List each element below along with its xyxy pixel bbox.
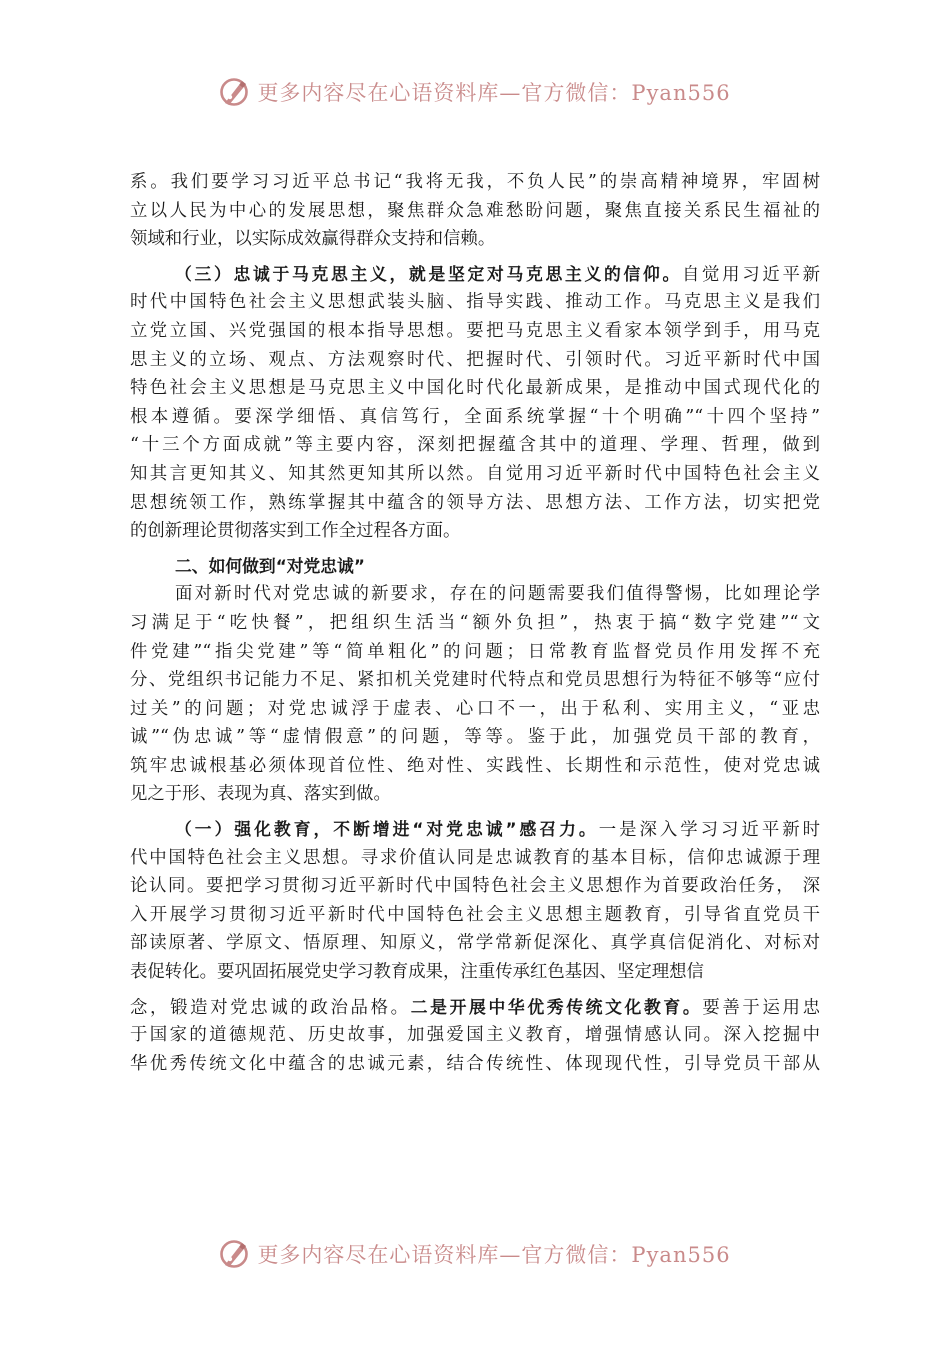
text-line: 特色社会主义思想是马克思主义中国化时代化最新成果，是推动中国式现代化的 — [130, 378, 820, 399]
pen-logo-icon — [219, 1239, 249, 1269]
text-line: 部读原著、学原文、悟原理、知原义，常学常新促深化、真学真信促消化、对标对 — [130, 933, 820, 954]
text-line: 根本遵循。要深学细悟、真信笃行，全面系统掌握“十个明确”“十四个坚持” — [130, 406, 820, 427]
text-line: 件党建”“指尖党建”等“简单粗化”的问题；日常教育监督党员作用发挥不充 — [130, 641, 820, 662]
text-line: 诚”“伪忠诚”等“虚情假意”的问题，等等。鉴于此，加强党员干部的教育， — [130, 727, 820, 748]
text-line: 华优秀传统文化中蕴含的忠诚元素，结合传统性、体现现代性，引导党员干部从 — [130, 1053, 820, 1074]
paragraph-first-line — [130, 260, 820, 289]
text-line: 表促转化。要巩固拓展党史学习教育成果，注重传承红色基因、坚定理想信 — [130, 962, 704, 983]
text-line: 筑牢忠诚根基必须体现首位性、绝对性、实践性、长期性和示范性，使对党忠诚 — [130, 755, 820, 776]
text-line: 思想统领工作，熟练掌握其中蕴含的领导方法、思想方法、工作方法，切实把党 — [130, 492, 820, 513]
section-heading-text: 二、如何做到“对党忠诚” — [175, 555, 365, 576]
subsection-heading: （三）忠诚于马克思主义，就是坚定对马克思主义的信仰。 — [175, 263, 682, 284]
text-line: 于国家的道德规范、历史故事，加强爱国主义教育，增强情感认同。深入挖掘中 — [130, 1025, 820, 1046]
text-run: 念，锻造对党忠诚的政治品格。 — [130, 997, 411, 1018]
footer-banner — [0, 1234, 950, 1274]
paragraph-first-line — [130, 815, 820, 844]
document-body — [130, 168, 820, 1078]
text-line: 立以人民为中心的发展思想，聚焦群众急难愁盼问题，聚焦直接关系民生福祉的 — [130, 200, 820, 221]
text-line: 见之于形、表现为真、落实到做。 — [130, 784, 391, 805]
pen-logo-icon — [219, 77, 249, 107]
text-line: “十三个方面成就”等主要内容，深刻把握蕴含其中的道理、学理、哲理，做到 — [130, 435, 820, 456]
section-heading — [130, 552, 820, 581]
banner-text: 更多内容尽在心语资料库—官方微信：Pyan556 — [257, 81, 731, 105]
text-line — [130, 993, 820, 1022]
text-line: 习满足于“吃快餐”，把组织生活当“额外负担”，热衷于搞“数字党建”“文 — [130, 612, 820, 633]
header-banner — [0, 72, 950, 112]
text-line: 思主义的立场、观点、方法观察时代、把握时代、引领时代。习近平新时代中国 — [130, 349, 820, 370]
paragraph-first-line: 面对新时代对党忠诚的新要求，存在的问题需要我们值得警惕，比如理论学 — [175, 584, 820, 605]
text-line: 知其言更知其义、知其然更知其所以然。自觉用习近平新时代中国特色社会主义 — [130, 463, 820, 484]
text-line: 的创新理论贯彻落实到工作全过程各方面。 — [130, 521, 461, 542]
text-line: 系。我们要学习习近平总书记“我将无我，不负人民”的崇高精神境界，牢固树 — [130, 172, 820, 192]
text-run: 要善于运用忠 — [702, 997, 820, 1018]
text-line: 过关”的问题；对党忠诚浮于虚表、心口不一，出于私利、实用主义，“亚忠 — [130, 698, 820, 719]
text-run: 自觉用习近平新 — [681, 264, 820, 285]
text-line: 代中国特色社会主义思想。寻求价值认同是忠诚教育的基本目标，信仰忠诚源于理 — [130, 847, 820, 868]
text-run: 一是深入学习习近平新时 — [598, 820, 820, 841]
banner-text: 更多内容尽在心语资料库—官方微信：Pyan556 — [257, 1243, 731, 1267]
text-line: 立党立国、兴党强国的根本指导思想。要把马克思主义看家本领学到手，用马克 — [130, 320, 820, 341]
subsection-heading: （一）强化教育，不断增进“对党忠诚”感召力。 — [175, 819, 599, 840]
text-line: 领域和行业，以实际成效赢得群众支持和信赖。 — [130, 229, 496, 250]
text-line: 入开展学习贯彻习近平新时代中国特色社会主义思想主题教育，引导省直党员干 — [130, 904, 820, 925]
text-line: 分、党组织书记能力不足、紧扣机关党建时代特点和党员思想行为特征不够等“应付 — [130, 670, 820, 691]
inline-bold-heading: 二是开展中华优秀传统文化教育。 — [410, 996, 703, 1017]
text-line: 论认同。要把学习贯彻习近平新时代中国特色社会主义思想作为首要政治任务， 深 — [130, 876, 820, 897]
text-line: 时代中国特色社会主义思想武装头脑、指导实践、推动工作。马克思主义是我们 — [130, 292, 820, 313]
